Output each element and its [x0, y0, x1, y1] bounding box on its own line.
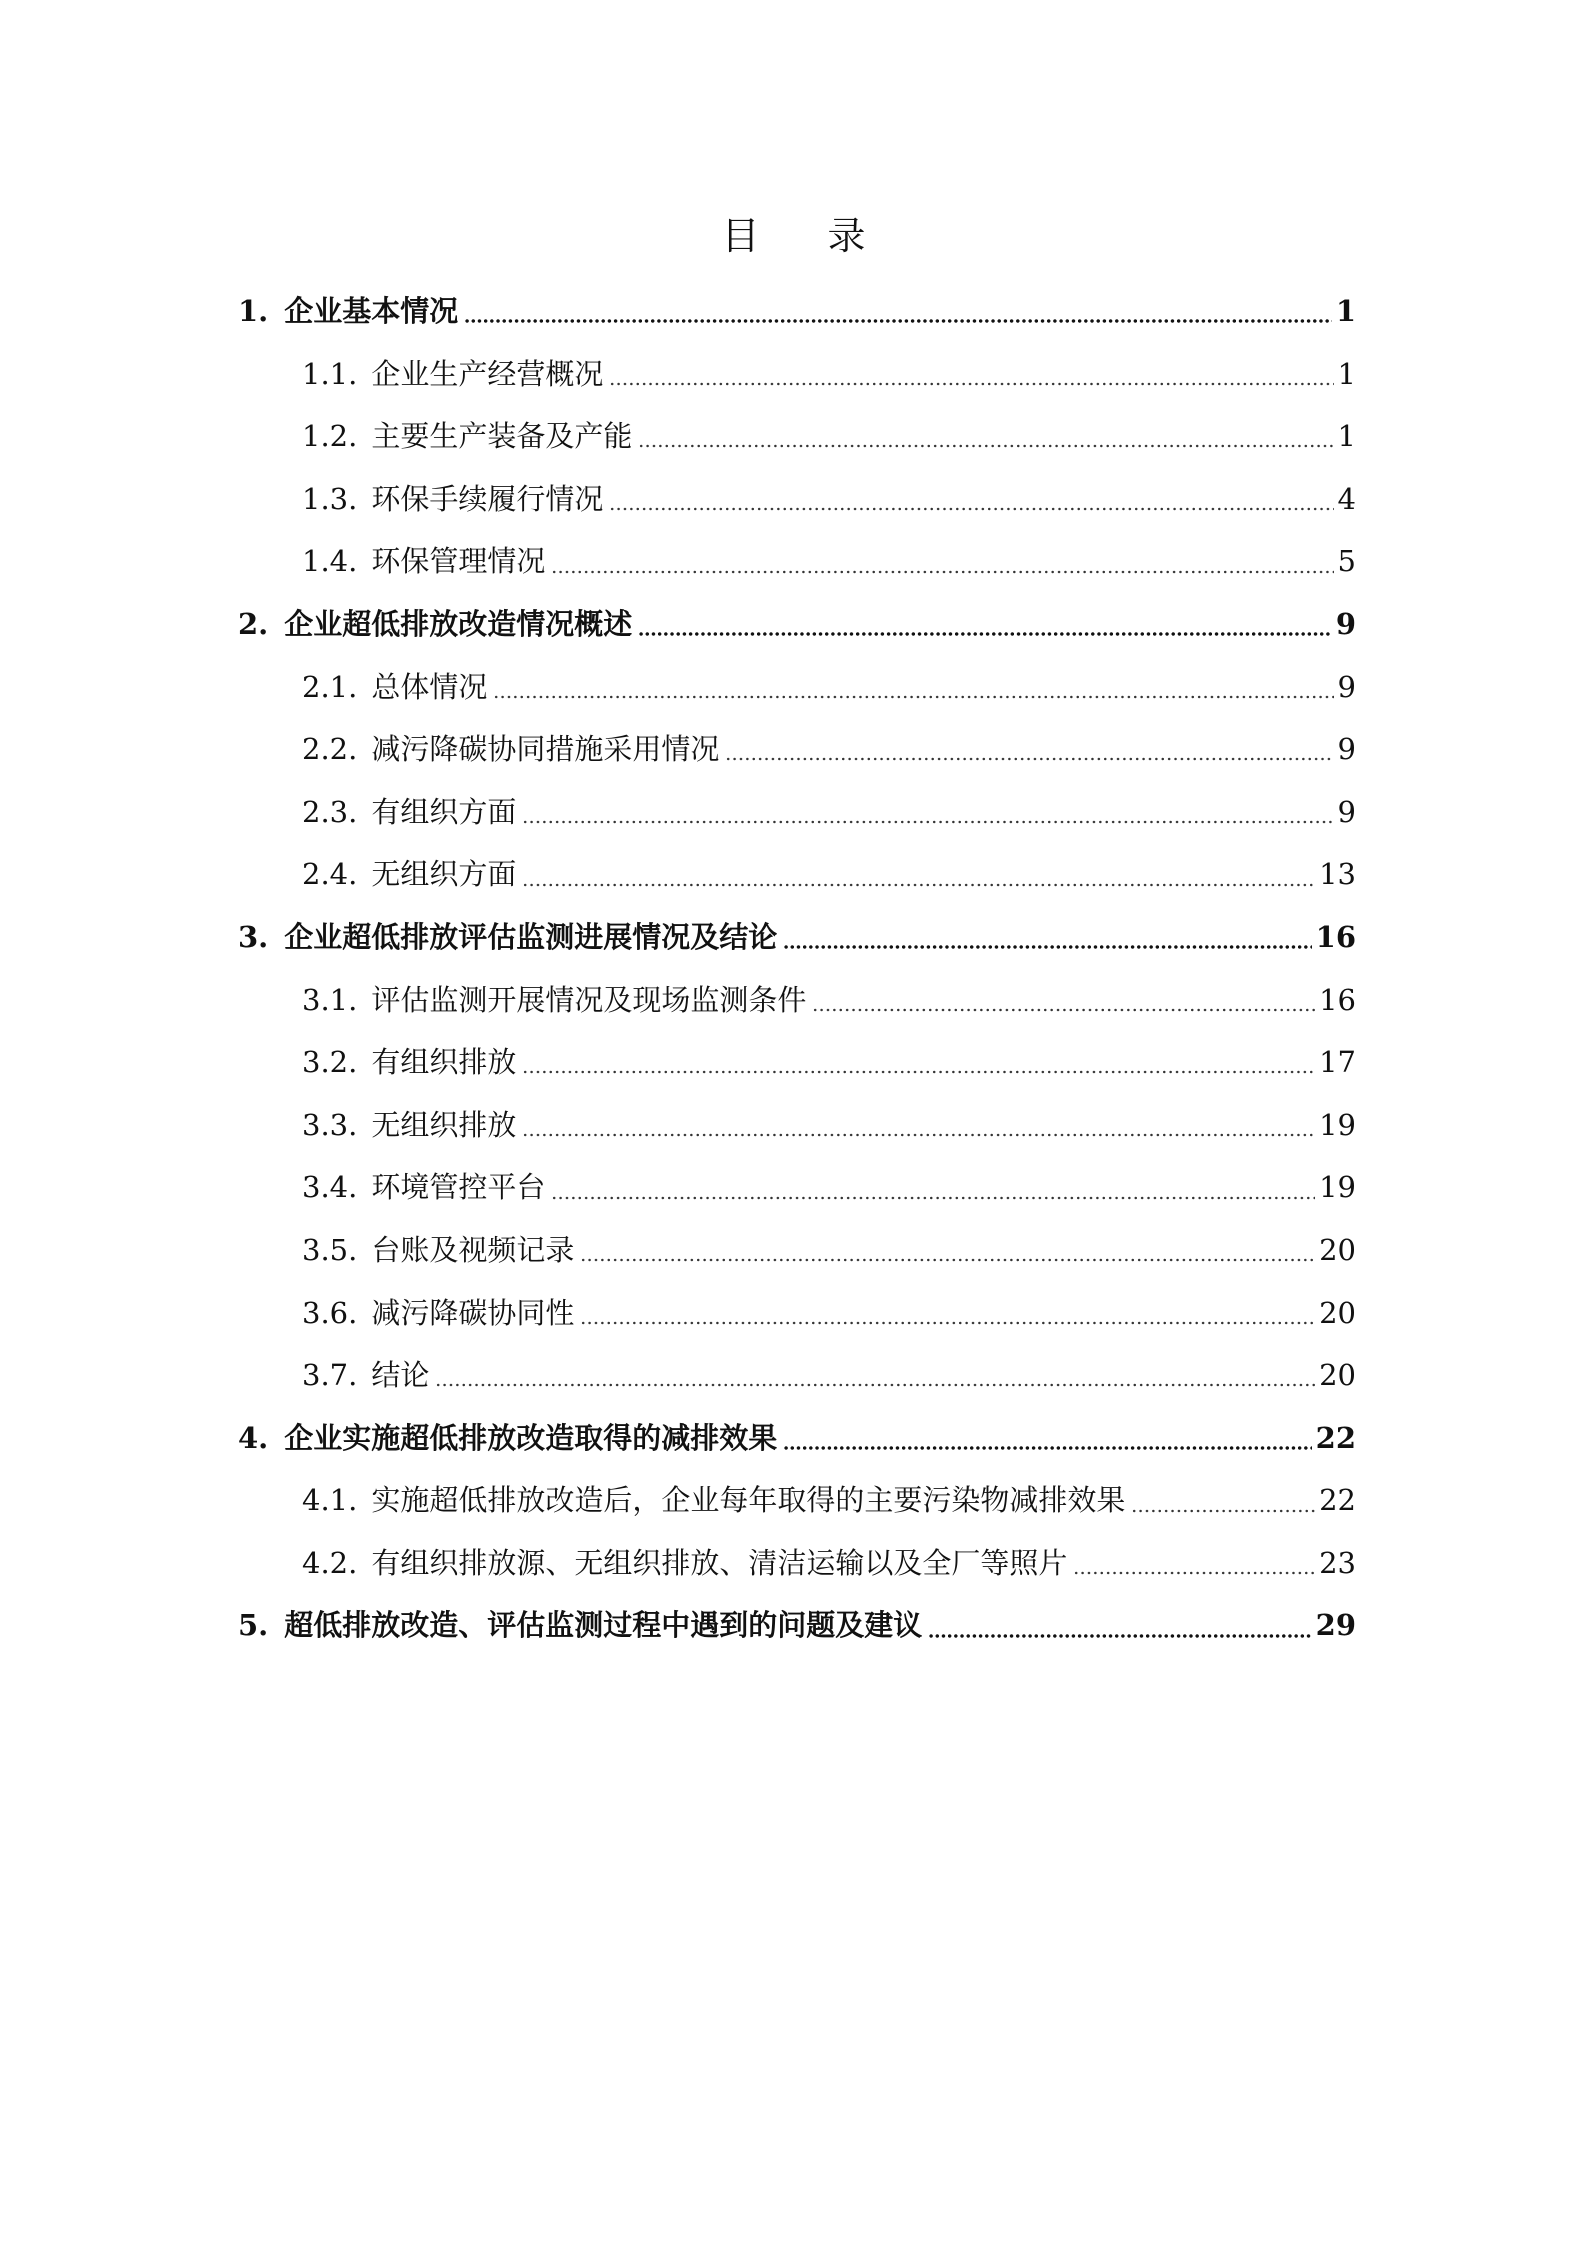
toc-entry-page-number: 29	[1315, 1608, 1356, 1643]
toc-dot-leader	[725, 749, 1333, 769]
toc-entry-page-number: 1	[1335, 294, 1356, 328]
toc-entry-number: 5.	[238, 1608, 269, 1643]
toc-entry-number: 4.	[238, 1420, 269, 1455]
toc-entry-title: 企业实施超低排放改造取得的减排效果	[284, 1420, 778, 1455]
toc-entry-page-number: 22	[1319, 1483, 1356, 1518]
toc-entry-page-number: 13	[1319, 857, 1356, 892]
toc-entry-number: 1.	[238, 294, 269, 328]
toc-entry-page-number: 20	[1319, 1295, 1356, 1330]
toc-section-entry[interactable]	[238, 1031, 1356, 1094]
toc-entry-page-number: 16	[1319, 982, 1356, 1017]
toc-entry-number: 1.3.	[302, 481, 358, 516]
toc-dot-leader	[1131, 1501, 1315, 1521]
toc-entry-number: 1.1.	[302, 356, 358, 391]
toc-section-entry[interactable]	[238, 1469, 1356, 1532]
toc-dot-leader	[609, 499, 1333, 519]
toc-dot-leader	[1073, 1563, 1315, 1583]
toc-section-entry[interactable]	[238, 343, 1356, 406]
toc-entry-title: 评估监测开展情况及现场监测条件	[371, 982, 807, 1017]
toc-section-entry[interactable]	[238, 969, 1356, 1032]
toc-entry-page-number: 22	[1315, 1420, 1356, 1455]
toc-entry-title: 有组织方面	[371, 794, 517, 829]
toc-entry-page-number: 23	[1319, 1545, 1356, 1580]
toc-entry-title: 企业基本情况	[284, 294, 459, 328]
toc-entry-page-number: 16	[1315, 919, 1356, 954]
toc-section-entry[interactable]	[238, 1532, 1356, 1595]
toc-entry-number: 2.	[238, 606, 269, 641]
toc-entry-title: 无组织方面	[371, 857, 517, 892]
toc-dot-leader	[522, 812, 1333, 832]
toc-entry-page-number: 17	[1319, 1045, 1356, 1080]
toc-entry-number: 3.	[238, 919, 269, 954]
toc-dot-leader	[522, 1062, 1315, 1082]
toc-dot-leader	[522, 875, 1315, 895]
toc-entry-page-number: 19	[1319, 1170, 1356, 1205]
toc-entry-number: 2.3.	[302, 794, 358, 829]
toc-entry-page-number: 4	[1337, 481, 1356, 516]
toc-section-entry[interactable]	[238, 1156, 1356, 1219]
toc-section-entry[interactable]	[238, 843, 1356, 906]
toc-entry-title: 环保手续履行情况	[371, 481, 604, 516]
toc-entry-number: 4.1.	[302, 1483, 358, 1518]
toc-entry-number: 2.2.	[302, 732, 358, 767]
toc-title: 目 录	[721, 214, 894, 258]
toc-entry-page-number: 19	[1319, 1107, 1356, 1142]
toc-entry-title: 有组织排放	[371, 1045, 517, 1080]
toc-section-entry[interactable]	[238, 405, 1356, 468]
toc-entry-number: 2.4.	[302, 857, 358, 892]
toc-entry-title: 减污降碳协同性	[371, 1295, 575, 1330]
toc-dot-leader	[812, 1000, 1315, 1020]
toc-dot-leader	[928, 1626, 1311, 1646]
toc-dot-leader	[580, 1313, 1315, 1333]
toc-entry-number: 3.1.	[302, 982, 358, 1017]
toc-dot-leader	[435, 1375, 1315, 1395]
toc-section-entry[interactable]	[238, 530, 1356, 593]
toc-entry-page-number: 20	[1319, 1358, 1356, 1393]
toc-entry-number: 1.2.	[302, 419, 358, 454]
toc-dot-leader	[609, 374, 1333, 394]
toc-entry-page-number: 1	[1337, 419, 1356, 454]
toc-entry-title: 企业超低排放改造情况概述	[284, 606, 633, 641]
toc-entry-number: 3.6.	[302, 1295, 358, 1330]
toc-entry-title: 超低排放改造、评估监测过程中遇到的问题及建议	[284, 1608, 923, 1643]
toc-entry-page-number: 9	[1337, 732, 1356, 767]
table-of-contents	[238, 280, 1356, 1657]
toc-entry-page-number: 9	[1337, 669, 1356, 704]
toc-section-entry[interactable]	[238, 781, 1356, 844]
toc-dot-leader	[464, 311, 1332, 331]
toc-entry-number: 3.5.	[302, 1232, 358, 1267]
toc-chapter-entry[interactable]	[238, 593, 1356, 656]
toc-dot-leader	[783, 937, 1311, 957]
toc-entry-title: 企业生产经营概况	[371, 356, 604, 391]
toc-section-entry[interactable]	[238, 1094, 1356, 1157]
toc-entry-number: 3.2.	[302, 1045, 358, 1080]
toc-dot-leader	[580, 1250, 1315, 1270]
toc-entry-number: 4.2.	[302, 1545, 358, 1580]
toc-entry-title: 企业超低排放评估监测进展情况及结论	[284, 919, 778, 954]
toc-section-entry[interactable]	[238, 1219, 1356, 1282]
toc-dot-leader	[551, 1188, 1315, 1208]
toc-entry-number: 3.7.	[302, 1358, 358, 1393]
toc-entry-title: 总体情况	[371, 669, 488, 704]
toc-dot-leader	[522, 1125, 1315, 1145]
toc-chapter-entry[interactable]	[238, 1594, 1356, 1657]
toc-entry-title: 环境管控平台	[371, 1170, 546, 1205]
toc-section-entry[interactable]	[238, 468, 1356, 531]
toc-dot-leader	[551, 562, 1333, 582]
toc-entry-number: 1.4.	[302, 544, 358, 579]
toc-entry-page-number: 9	[1337, 794, 1356, 829]
toc-section-entry[interactable]	[238, 1344, 1356, 1407]
toc-dot-leader	[638, 624, 1332, 644]
toc-entry-number: 3.4.	[302, 1170, 358, 1205]
toc-entry-title: 台账及视频记录	[371, 1232, 575, 1267]
toc-chapter-entry[interactable]	[238, 280, 1356, 343]
toc-dot-leader	[493, 687, 1333, 707]
toc-entry-title: 无组织排放	[371, 1107, 517, 1142]
toc-chapter-entry[interactable]	[238, 1407, 1356, 1470]
toc-section-entry[interactable]	[238, 718, 1356, 781]
toc-entry-title: 有组织排放源、无组织排放、清洁运输以及全厂等照片	[371, 1545, 1068, 1580]
toc-entry-page-number: 20	[1319, 1232, 1356, 1267]
toc-dot-leader	[783, 1438, 1311, 1458]
toc-section-entry[interactable]	[238, 656, 1356, 719]
toc-entry-title: 结论	[371, 1358, 430, 1393]
toc-entry-page-number: 9	[1335, 606, 1356, 641]
toc-entry-title: 环保管理情况	[371, 544, 546, 579]
toc-entry-number: 2.1.	[302, 669, 358, 704]
toc-chapter-entry[interactable]	[238, 906, 1356, 969]
toc-entry-title: 实施超低排放改造后，企业每年取得的主要污染物减排效果	[371, 1483, 1126, 1518]
toc-entry-number: 3.3.	[302, 1107, 358, 1142]
toc-entry-page-number: 5	[1337, 544, 1356, 579]
toc-entry-title: 减污降碳协同措施采用情况	[371, 732, 720, 767]
toc-dot-leader	[638, 436, 1333, 456]
toc-section-entry[interactable]	[238, 1282, 1356, 1345]
toc-entry-title: 主要生产装备及产能	[371, 419, 633, 454]
toc-entry-page-number: 1	[1337, 356, 1356, 391]
